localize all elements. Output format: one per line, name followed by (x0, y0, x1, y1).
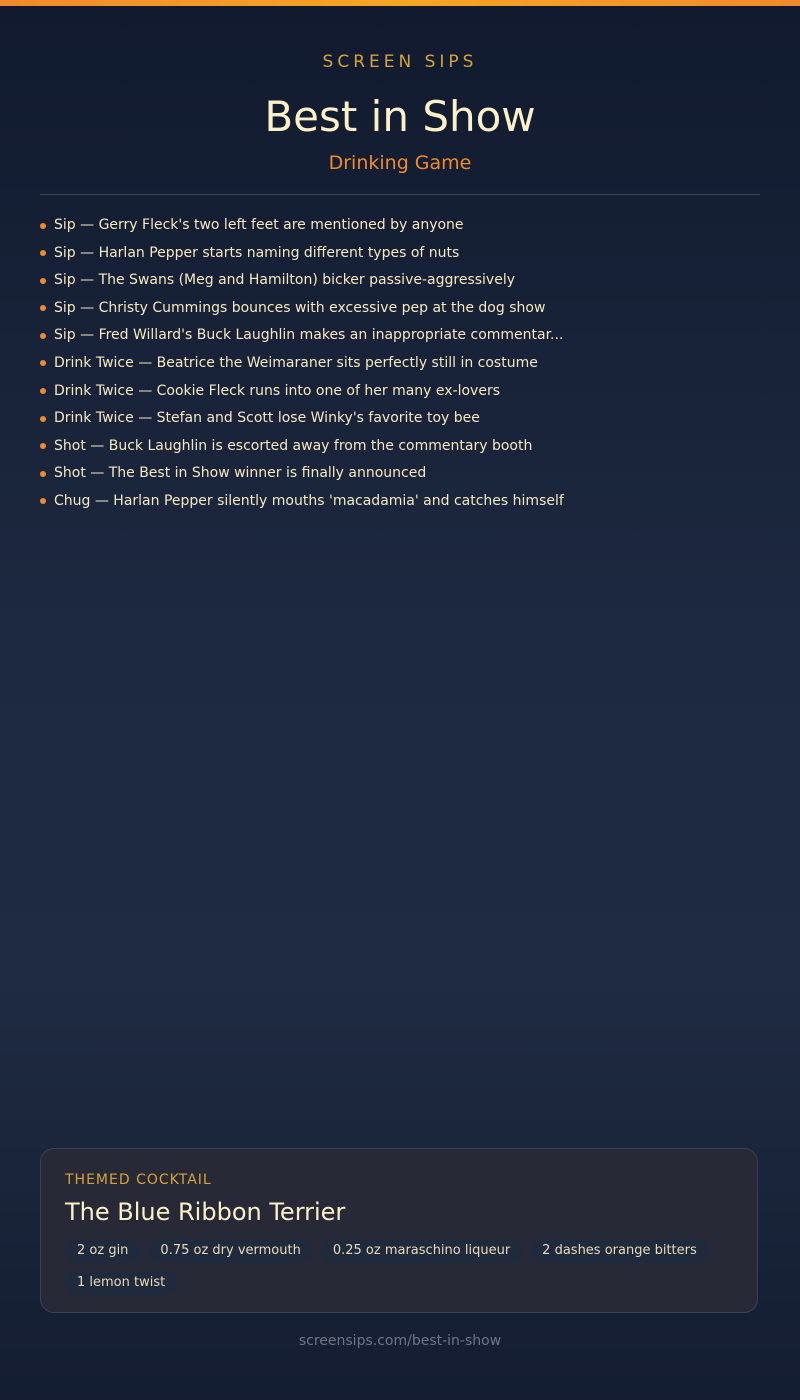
bullet-dot-icon (40, 305, 46, 311)
rule-text: Sip — The Swans (Meg and Hamilton) bicker passive-aggressively (54, 272, 515, 289)
footer-url[interactable]: screensips.com/best-in-show (298, 1333, 502, 1349)
rules-list (40, 212, 760, 516)
page-header (0, 50, 800, 176)
cocktail-label: THEMED COCKTAIL (65, 1172, 212, 1188)
bullet-dot-icon (40, 278, 46, 284)
rule-item (40, 433, 760, 461)
bullet-dot-icon (40, 333, 46, 339)
page-subtitle: Drinking Game (328, 152, 472, 174)
page-title: Best in Show (264, 92, 536, 141)
bullet-dot-icon (40, 223, 46, 229)
rule-text: Sip — Gerry Fleck's two left feet are mentioned by anyone (54, 217, 464, 233)
bullet-dot-icon (40, 360, 46, 366)
rule-item (40, 267, 760, 295)
ingredient-chip: 2 dashes orange bitters (530, 1239, 709, 1263)
rule-text: Sip — Fred Willard's Buck Laughlin makes an inappropriate commentar... (54, 327, 564, 344)
bullet-dot-icon (40, 250, 46, 256)
rule-item (40, 212, 760, 240)
bullet-dot-icon (40, 498, 46, 504)
rule-text: Drink Twice — Stefan and Scott lose Winky's favorite toy bee (54, 410, 480, 427)
ingredient-chip: 0.25 oz maraschino liqueur (321, 1239, 522, 1263)
rule-text: Drink Twice — Beatrice the Weimaraner sits perfectly still in costume (54, 354, 538, 371)
rule-item (40, 378, 760, 406)
cocktail-card (40, 1148, 758, 1313)
rule-text: Chug — Harlan Pepper silently mouths 'macadamia' and catches himself (54, 492, 564, 509)
rule-item (40, 240, 760, 268)
bullet-dot-icon (40, 443, 46, 449)
rule-text: Drink Twice — Cookie Fleck runs into one of her many ex-lovers (54, 382, 501, 399)
ingredient-chip: 1 lemon twist (65, 1271, 177, 1295)
cocktail-name: The Blue Ribbon Terrier (65, 1198, 346, 1226)
brand-name: SCREEN SIPS (322, 52, 478, 72)
rule-text: Shot — Buck Laughlin is escorted away from the commentary booth (54, 437, 533, 454)
ingredient-list (65, 1239, 735, 1303)
top-accent-bar (0, 0, 800, 6)
rule-text: Sip — Harlan Pepper starts naming different types of nuts (54, 244, 460, 261)
ingredient-chip: 0.75 oz dry vermouth (148, 1239, 312, 1263)
rule-item (40, 488, 760, 516)
rule-item (40, 405, 760, 433)
rule-item (40, 460, 760, 488)
bullet-dot-icon (40, 471, 46, 477)
rule-item (40, 295, 760, 323)
rule-text: Shot — The Best in Show winner is finally announced (54, 465, 427, 482)
rule-item (40, 350, 760, 378)
ingredient-chip: 2 oz gin (65, 1239, 140, 1263)
rule-item (40, 322, 760, 350)
rule-text: Sip — Christy Cummings bounces with excessive pep at the dog show (54, 299, 546, 316)
bullet-dot-icon (40, 388, 46, 394)
header-divider (40, 194, 760, 195)
bullet-dot-icon (40, 416, 46, 422)
